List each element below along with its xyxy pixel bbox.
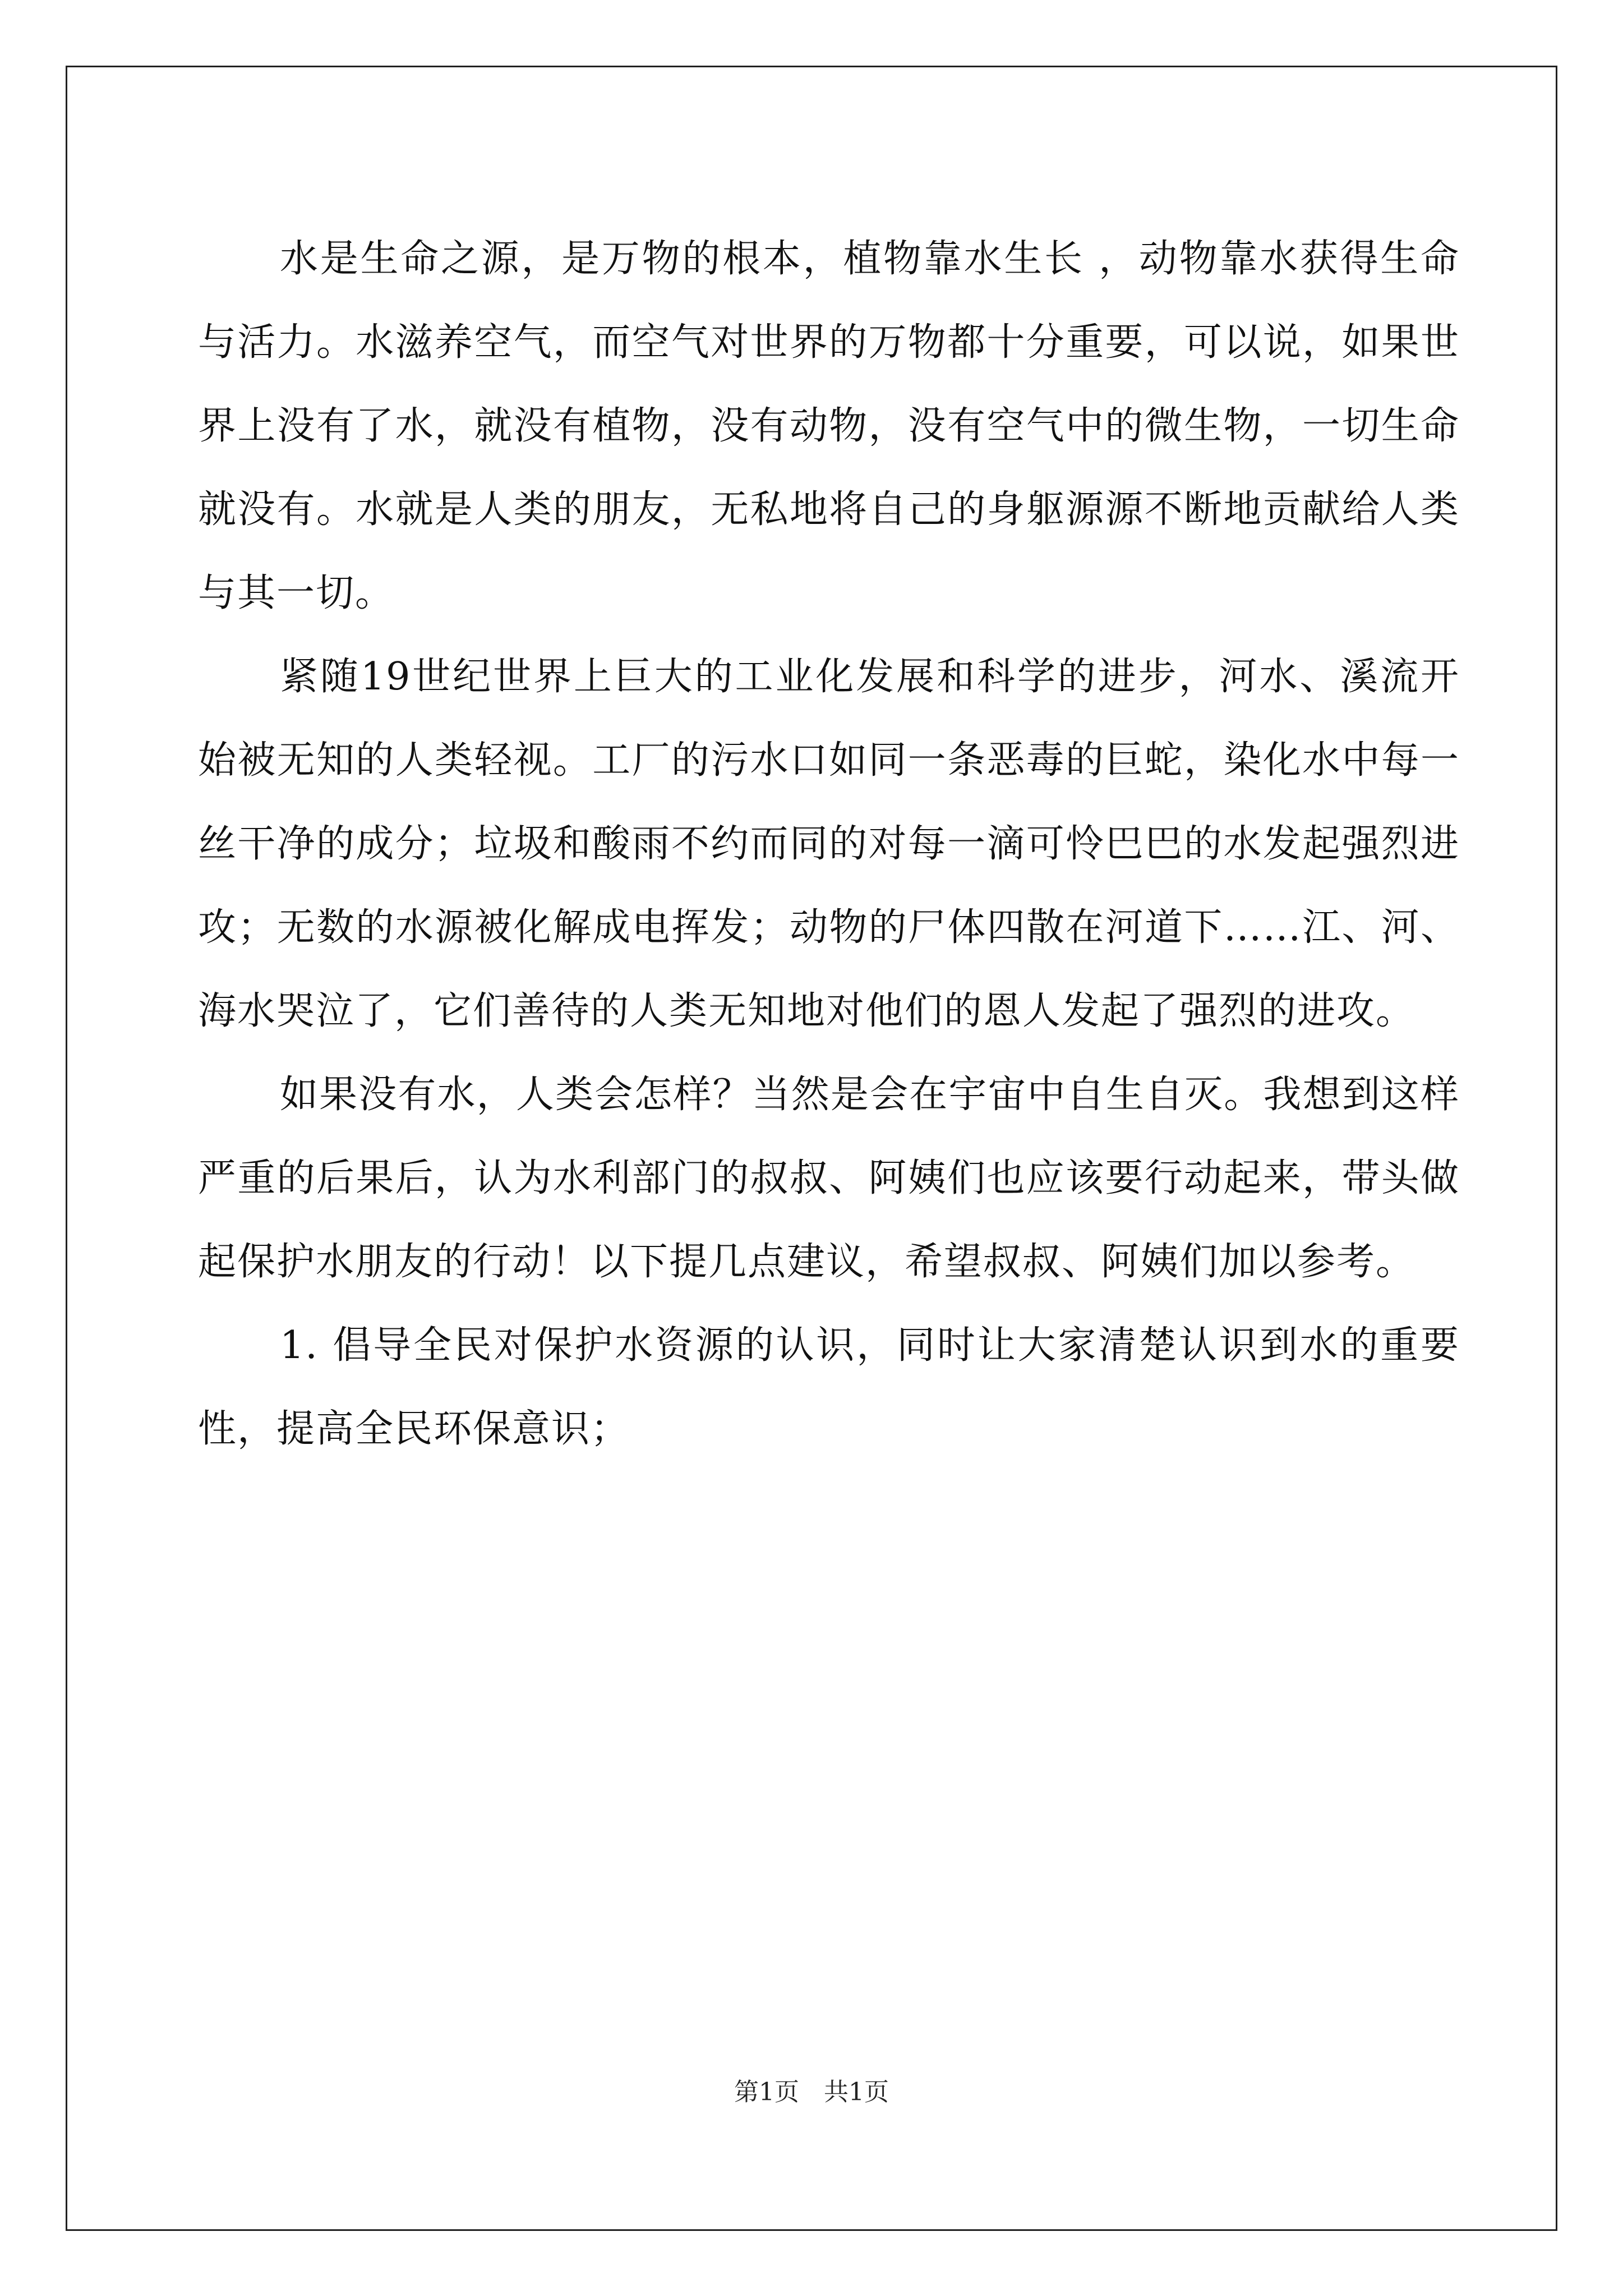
paragraph-4: 1. 倡导全民对保护水资源的认识，同时让大家清楚认识到水的重要性，提高全民环保意识； [198, 1323, 1460, 1451]
page-footer: 第1页 共1页 [734, 2078, 889, 2106]
document-body [198, 217, 1460, 1471]
paragraph-2: 紧随19世纪世界上巨大的工业化发展和科学的进步，河水、溪流开始被无知的人类轻视。工厂的污水口如同一条恶毒的巨蛇，染化水中每一丝干净的成分；垃圾和酸雨不约而同的对每一滴可怜巴巴的水发起强烈进攻；无数的水源被化解成电挥发；动物的尸体四散在河道下……江、河、海水哭泣了，它们善待的人类无知地对他们的恩人发起了强烈的进攻。 [198, 655, 1460, 1033]
paragraph-3: 如果没有水，人类会怎样？当然是会在宇宙中自生自灭。我想到这样严重的后果后，认为水利部门的叔叔、阿姨们也应该要行动起来，带头做起保护水朋友的行动！以下提几点建议，希望叔叔、阿姨们加以参考。 [198, 1073, 1460, 1284]
paragraph-1: 水是生命之源，是万物的根本，植物靠水生长 ，动物靠水获得生命与活力。水滋养空气，而空气对世界的万物都十分重要，可以说，如果世界上没有了水，就没有植物，没有动物，没有空气中的微生物，一切生命就没有。水就是人类的朋友，无私地将自己的身躯源源不断地贡献给人类与其一切。 [198, 237, 1460, 615]
